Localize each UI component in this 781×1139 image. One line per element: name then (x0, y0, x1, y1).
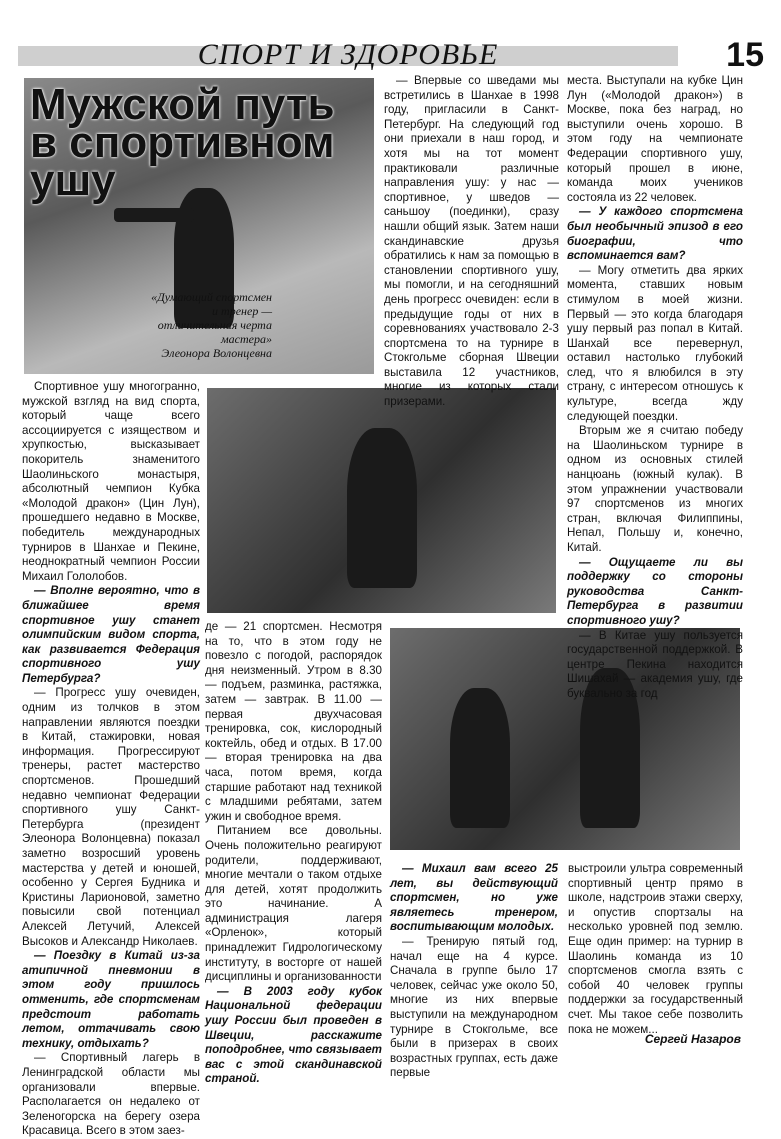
section-title: СПОРТ И ЗДОРОВЬЕ (197, 38, 499, 71)
author-signature: Сергей Назаров (644, 1032, 741, 1046)
caption-line: «Думающий спортсмен (151, 290, 272, 304)
article-paragraph: — Тренирую пятый год, начал еще на 4 курсе. Сначала в группе было 17 человек, сейчас уже около 50, многие из них впервые выступили на международном турнире в Стокгольме, все были в призерах в своих возрастных группах, есть даже первые (390, 934, 558, 1080)
interview-question: — Ощущаете ли вы поддержку со стороны руководства Санкт-Петербурга в развитии спортивного ушу? (567, 555, 743, 627)
interview-question: — У каждого спортсмена был необычный эпизод в его биографии, что вспоминается вам? (567, 205, 743, 263)
article-paragraph: Спортивное ушу многогранно, мужской взгляд на вид спорта, который чаще всего ассоциируется с изяществом и хрупкостью, высказывает покоритель знаменитого Шаолиньского монастыря, абсолютный чемпион Кубка «Молодой дракон» (Цин Лун), прошедшего недавно в Москве, победитель международных турниров в Шанхае и Пекине, неоднократный чемпион России Михаил Гололобов. (22, 380, 200, 583)
interview-question: — Михаил вам всего 25 лет, вы действующий спортсмен, но уже являетесь тренером, воспитывающим молодых. (390, 862, 558, 934)
article-paragraph: — В Китае ушу пользуется государственной поддержкой. В центре Пекина находится Шишахай — академия ушу, где буквально за год (567, 628, 743, 700)
caption-line: мастера» (221, 332, 272, 346)
article-paragraph: де — 21 спортсмен. Несмотря на то, что в этом году не повезло с погодой, распорядок дня неизменный. Утром в 8.30 — подъем, разминка, растяжка, затем — завтрак. В 11.00 — первая двухчасовая тренировка, сок, кислородный коктейль, обед и отдых. В 17.00 — вторая тренировка на два часа, потом время, когда старшие работают над техникой с младшими ребятами, затем ужин и свободное время. (205, 620, 382, 823)
article-paragraph: — Прогресс ушу очевиден, одним из толчков в этом направлении являются поездки в Китай, стажировки, новая информация. Прогрессируют тренеры, растет мастерство спортсменов. Прошедший недавно чемпионат Федерации спортивного ушу Санкт-Петербурга (президент Элеонора Волонцевна) показал заметно возросший уровень мастерства у детей и юношей, особенно у Сергея Будника и Кристины Ларионовой, заметно повысили свой потенциал Алексей Летучий, Алексей Высоков и Александр Николаев. (22, 686, 200, 948)
article-column-2-middle (205, 620, 382, 1086)
caption-line: отличительная черта (157, 318, 272, 332)
interview-question: — Вполне вероятно, что в ближайшее время спортивное ушу станет олимпийским видом спорта, как развивается Федерация спортивного ушу Петербурга? (22, 584, 200, 685)
athlete-figure (450, 688, 510, 828)
page-number: 15 (726, 36, 764, 74)
article-headline: Мужской путь в спортивном ушу (30, 80, 335, 205)
article-column-2-top (384, 74, 559, 409)
article-paragraph: выстроили ультра современный спортивный центр прямо в школе, надстроив этажи сверху, и опустив спортзалы на несколько уровней под землю. Еще один пример: на турнир в Шаолинь команда из 10 спортсменов смогла взять с собой 40 человек группы поддержки за государственный счет. Мы такое себе позволить пока не можем... (568, 862, 743, 1036)
article-paragraph: — Спортивный лагерь в Ленинградской области мы организовали впервые. Располагается он недалеко от Зеленогорска на берегу озера Красавица. Всего в этом заез- (22, 1051, 200, 1138)
caption-author: Элеонора Волонцевна (161, 346, 272, 360)
caption-line: и тренер — (212, 304, 272, 318)
article-paragraph: — Впервые со шведами мы встретились в Шанхае в 1998 году, пригласили в Санкт-Петербург. На следующий год они приехали в наш город, и хотя мы на тот момент практиковали различные направления ушу: у нас — спортивное, у шведов — саньшоу (поединки), сразу нашли общий язык. Затем наши скандинавские друзья обратились к нам за помощью в становлении спортивного ушу, мы помогли, и на сегодняшний день прогресс очевиден: если в предыдущие годы от них в соревнованиях участвовало 2-3 спортсмена то на турнире в Стокгольме сборная Швеции выставила 12 участников, многие из которых стали призерами. (384, 74, 559, 409)
article-paragraph: Питанием все довольны. Очень положительно реагируют родители, поддерживают, многие мечтали о таком отдыхе для детей, хотят продолжить это начинание. А администрация лагеря «Орленок», который принадлежит Гидрологическому институту, в восторге от нашей дисциплины и организованности (205, 824, 382, 984)
sword-arm (114, 208, 194, 222)
article-column-bottom-3 (568, 862, 743, 1036)
section-header (18, 34, 764, 76)
article-paragraph: Вторым же я считаю победу на Шаолиньском турнире в одном из основных стилей нанцюань (южный кулак). В этом упражнении участвовали 97 спортсменов из многих стран, включая Филиппины, Непал, Польшу и, конечно, Китай. (567, 424, 743, 554)
article-paragraph: места. Выступали на кубке Цин Лун («Молодой дракон») в Москве, пока без наград, но выступили очень хорошо. В этом году на чемпионате Федерации спортивного ушу, который прошел в июне, команда моих учеников состояла из 22 человек. (567, 74, 743, 204)
athlete-figure (347, 428, 417, 588)
article-column-bottom-2 (390, 862, 558, 1080)
photo-caption (92, 290, 272, 360)
article-column-1 (22, 380, 200, 1138)
interview-question: — В 2003 году кубок Национальной федерации ушу России был проведен в Швеции, расскажите поподробнее, что связывает вас с этой скандинавской страной. (205, 984, 382, 1086)
training-photo (207, 388, 556, 613)
article-column-3-top (567, 74, 743, 700)
interview-question: — Поездку в Китай из-за атипичной пневмонии в этом году пришлось отменить, где спортсменам предстоит работать летом, оттачивать свою технику, отдыхать? (22, 949, 200, 1050)
article-paragraph: — Могу отметить два ярких момента, ставших новым стимулом в моей жизни. Первый — это когда благодаря ушу первый раз попал в Китай. Шанхай все перевернул, оставил настолько глубокий след, что я влюбился в эту страну, с интересом отношусь к культуре, всегда жду следующей поездки. (567, 263, 743, 423)
